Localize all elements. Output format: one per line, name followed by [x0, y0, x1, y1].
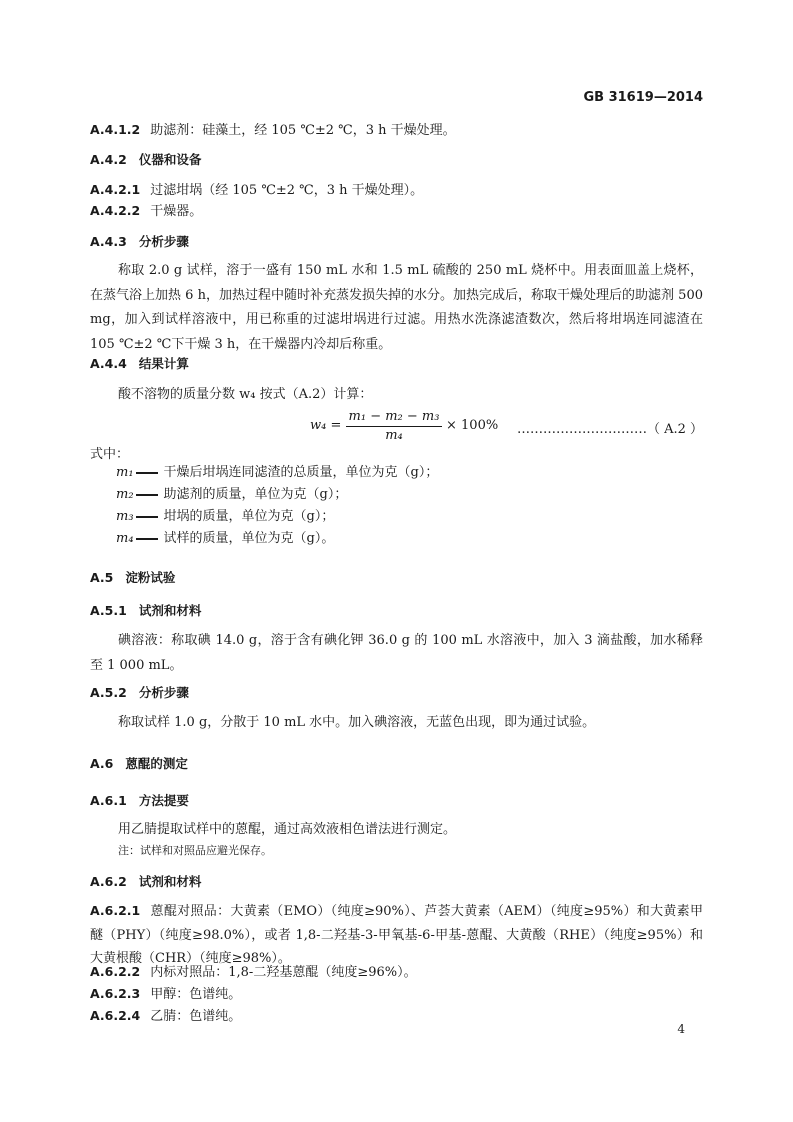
heading-number: A.4.4 — [90, 356, 127, 371]
heading-a6-2 — [90, 870, 703, 894]
formula-intro: 酸不溶物的质量分数 w₄ 按式（A.2）计算： — [118, 387, 373, 402]
clause-text: 过滤坩埚（经 105 ℃±2 ℃，3 h 干燥处理）。 — [150, 183, 424, 198]
clause-a4-1-2 — [90, 118, 703, 143]
fraction-bar — [346, 426, 442, 427]
variable-m4 — [116, 528, 334, 550]
heading-a4-2 — [90, 148, 703, 172]
clause-a4-2-2 — [90, 199, 703, 224]
paragraph-a5-2: 称取试样 1.0 g，分散于 10 mL 水中。加入碘溶液，无蓝色出现，即为通过试验。 — [118, 715, 596, 730]
clause-number: A.4.2.2 — [90, 203, 141, 218]
clause-number: A.6.2.3 — [90, 986, 141, 1001]
clause-text: 内标对照品：1,8-二羟基蒽醌（纯度≥96%）。 — [150, 965, 417, 980]
variable-m3 — [116, 506, 334, 528]
clause-text: 蒽醌对照品：大黄素（EMO）（纯度≥90%）、芦荟大黄素（AEM）（纯度≥95%）和大黄素甲醚（PHY）（纯度≥98.0%），或者 1,8-二羟基-3-甲氧基-6-甲基-蒽醌、大黄酸（RHE）（纯度≥95%）和大黄根酸（CHR）（纯度≥98%）。 — [90, 904, 703, 966]
heading-number: A.5.2 — [90, 685, 127, 700]
page-number: 4 — [677, 1022, 685, 1036]
heading-title: 仪器和设备 — [138, 152, 202, 167]
heading-a5-1 — [90, 599, 703, 623]
heading-a4-3 — [90, 230, 703, 254]
standard-code: GB 31619—2014 — [583, 90, 703, 105]
heading-number: A.5.1 — [90, 603, 127, 618]
formula-fraction — [346, 409, 442, 444]
clause-text: 助滤剂：硅藻土，经 105 ℃±2 ℃，3 h 干燥处理。 — [150, 123, 456, 138]
em-dash — [136, 538, 158, 540]
em-dash — [136, 472, 158, 474]
clause-a6-2-4 — [90, 1004, 703, 1029]
heading-number: A.6.1 — [90, 793, 127, 808]
formula-rhs: × 100% — [446, 418, 499, 433]
heading-a6 — [90, 752, 703, 776]
formula-lhs: w₄ = — [310, 418, 342, 433]
clause-number: A.6.2.4 — [90, 1008, 141, 1023]
variable-m1 — [116, 462, 438, 484]
heading-title: 淀粉试验 — [125, 570, 176, 585]
variable-symbol: m₁ — [116, 465, 134, 480]
clause-number: A.4.2.1 — [90, 182, 141, 197]
clause-text: 乙腈：色谱纯。 — [150, 1009, 242, 1024]
heading-title: 分析步骤 — [138, 234, 189, 249]
variable-desc: 助滤剂的质量，单位为克（g）； — [163, 487, 348, 502]
where-label: 式中： — [90, 447, 130, 462]
variable-symbol: m₃ — [116, 509, 134, 524]
formula-denominator: m₄ — [385, 428, 403, 443]
variable-symbol: m₂ — [116, 487, 134, 502]
heading-title: 结果计算 — [138, 356, 189, 371]
heading-number: A.6 — [90, 756, 114, 771]
variable-desc: 试样的质量，单位为克（g）。 — [163, 531, 335, 546]
heading-title: 蒽醌的测定 — [125, 756, 188, 771]
variable-desc: 坩埚的质量，单位为克（g）； — [163, 509, 335, 524]
heading-number: A.4.2 — [90, 152, 127, 167]
heading-a4-4 — [90, 352, 703, 376]
note-a6-1: 注：试样和对照品应避光保存。 — [118, 844, 272, 857]
heading-title: 试剂和材料 — [138, 603, 202, 618]
variable-m2 — [116, 484, 347, 506]
formula-number: …………………………（ A.2 ） — [516, 422, 703, 437]
heading-a5-2 — [90, 681, 703, 705]
clause-text: 干燥器。 — [150, 204, 203, 219]
em-dash — [136, 494, 158, 496]
heading-number: A.5 — [90, 570, 114, 585]
variable-symbol: m₄ — [116, 531, 134, 546]
heading-title: 方法提要 — [138, 793, 189, 808]
heading-title: 试剂和材料 — [138, 874, 202, 889]
clause-number: A.6.2.2 — [90, 964, 141, 979]
paragraph-a4-3: 称取 2.0 g 试样，溶于一盛有 150 mL 水和 1.5 mL 硫酸的 250 mL 烧杯中。用表面皿盖上烧杯，在蒸气浴上加热 6 h，加热过程中随时补充蒸发损失掉的水分。加热完成后，称取干燥处理后的助滤剂 500 mg，加入到试样溶液中，用已称重的过滤坩埚进行过滤。用热水洗涤滤渣数次，然后将坩埚连同滤渣在 105 ℃±2 ℃下干燥 3 h，在干燥器内冷却后称重。 — [90, 263, 703, 352]
clause-number: A.6.2.1 — [90, 903, 141, 918]
paragraph-a6-1: 用乙腈提取试样中的蒽醌，通过高效液相色谱法进行测定。 — [118, 822, 457, 837]
formula-numerator: m₁ − m₂ − m₃ — [348, 409, 440, 424]
heading-title: 分析步骤 — [138, 685, 189, 700]
clause-number: A.4.1.2 — [90, 122, 141, 137]
heading-a5 — [90, 566, 703, 590]
variable-desc: 干燥后坩埚连同滤渣的总质量，单位为克（g）； — [163, 465, 439, 480]
em-dash — [136, 516, 158, 518]
heading-number: A.6.2 — [90, 874, 127, 889]
heading-number: A.4.3 — [90, 234, 127, 249]
clause-text: 甲醇：色谱纯。 — [150, 987, 242, 1002]
heading-a6-1 — [90, 789, 703, 813]
paragraph-a5-1: 碘溶液：称取碘 14.0 g，溶于含有碘化钾 36.0 g 的 100 mL 水溶液中，加入 3 滴盐酸，加水稀释至 1 000 mL。 — [90, 633, 703, 673]
